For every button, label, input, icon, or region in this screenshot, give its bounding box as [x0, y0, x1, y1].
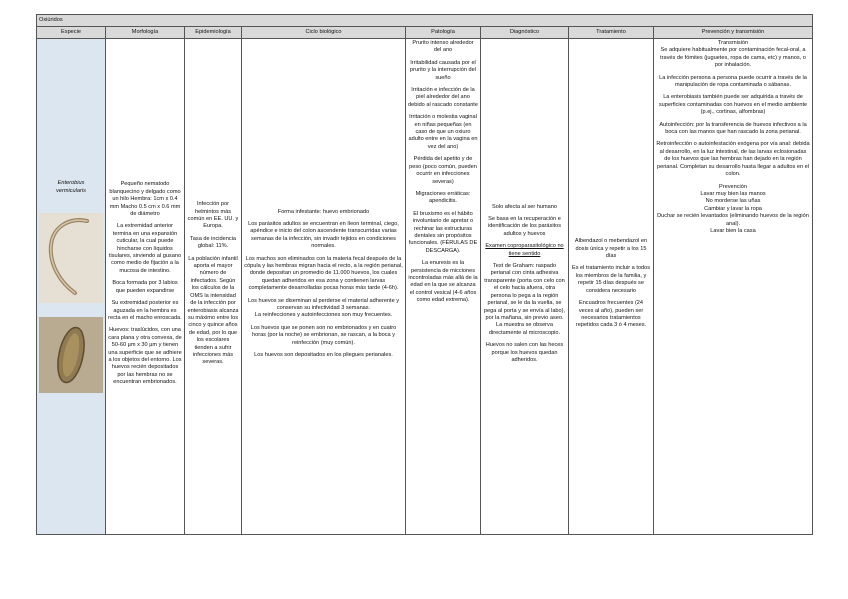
patologia-text: La enuresis es la persistencia de micciones incontroladas más allá de la edad en la que se alcanza el control vesical (4-6 años como edad extrema). [408, 260, 478, 304]
transmision-text: La enterobiasis también puede ser adquirida a través de superficies contaminadas con huevos en el medio ambiente (p.ej., cortinas, alfombras) [658, 94, 808, 116]
header-diagnostico: Diagnóstico [481, 27, 569, 39]
header-ciclo: Ciclo biológico [242, 27, 406, 39]
ciclo-text: Los huevos que se ponen son no embrionados y en cuatro horas (por la noche) se embrionan, se rascan, a la boca y reinfección (muy común). [250, 324, 397, 346]
morfologia-text: Huevos: traslúcidos, con una cara plana y otra convexa, de 50-60 µm x 30 µm y tienen una superficie que se adhiere a los objetos del entorno. Los huevos recién depositados por las hembras no se encuentran embrionados. [108, 327, 182, 386]
ciclo-text: Los machos son eliminados con la materia fecal después de la cópula y las hembras migran hacia el recto, a la región perianal, donde depositan un promedio de 11.000 huevos, los cuales quedan adheridos en esa zona y contienen larvas completamente desarrolladas pocas horas más tarde (4-6h). [244, 255, 403, 292]
patologia-text: Prurito intenso alrededor del ano [412, 40, 474, 54]
diagnostico-text: Examen coproparasitológico no tiene sentido [485, 243, 564, 257]
enterobius-row [37, 39, 813, 535]
tratamiento-text: Albendazol o mebendazol en dosis única y repetir a los 15 días [574, 238, 648, 260]
species-cell [37, 39, 106, 535]
prevencion-item: No morderse las uñas [705, 198, 761, 205]
header-prevencion: Prevención y transmisión [654, 27, 813, 39]
species-name [39, 180, 103, 195]
transmision-text: La infección persona a persona puede ocurrir a través de la manipulación de ropa contaminada o sábanas. [659, 74, 807, 89]
morfologia-text: Su extremidad posterior es aguzada en la hembra es recta en el macho enroscada. [108, 300, 182, 321]
patologia-text: Pérdida del apetito y de peso (poco común, pueden ocurrir en infecciones severas) [409, 156, 477, 185]
morfologia-text: Boca formada por 3 labios que pueden expandirse [112, 280, 178, 294]
egg-micrograph-image [39, 317, 103, 393]
tratamiento-text: Encuadros frecuentes (24 veces al año), pueden ser necesarios tratamientos repetidos cada 3 ó 4 meses. [575, 300, 647, 329]
species-epithet: vermicularis [56, 187, 86, 194]
patologia-cell [406, 39, 481, 535]
ciclo-text: La reinfecciones y autoinfecciones son muy frecuentes. [254, 312, 393, 319]
epidemiologia-text: Infección por helmintos más común en EE. UU. y Europa. [187, 201, 239, 230]
table-title: Oxiúridos [37, 15, 813, 27]
title-row [37, 15, 813, 27]
transmision-text: Se adquiere habitualmente por contaminación fecal-oral, a través de fómites (juguetes, ropa de cama, etc) y manos, o por inhalación. [660, 47, 806, 69]
prevencion-title: Prevención [719, 183, 747, 190]
transmision-text: Retroinfección o autoinfestación exógena por vía anal: debida al desarrollo, en la luz intestinal, de las larvas eclosionadas de los huevos que las hembras han dejado en la región perianal. Completan su desarrollo hasta llegar a adultos en el colon. [656, 141, 810, 178]
patologia-text: El bruxismo es el hábito involuntario de apretar o rechinar las estructuras dentales sin propósitos funcionales. (FÉRULAS DE DESCARGA). [408, 210, 478, 254]
prevencion-cell [654, 39, 813, 535]
diagnostico-text: Se basa en la recuperación e identificación de los parásitos adultos y huevos [487, 216, 562, 237]
patologia-text: Irritación e infección de la piel alrededor del ano debido al rascado constante [408, 87, 478, 108]
adult-worm-image [39, 213, 103, 303]
transmision-title: Transmisión [717, 40, 749, 46]
tratamiento-text: Es el tratamiento incluir a todos los miembros de la familia, y repetir 15 días después se considera necesario [571, 265, 651, 294]
prevencion-item: Duchar se recién levantados (eliminando huevos de la región anal). [657, 213, 809, 227]
oxiuridos-table [36, 14, 813, 535]
header-tratamiento: Tratamiento [569, 27, 654, 39]
diagnostico-cell [481, 39, 569, 535]
ciclo-text: Los huevos son depositados en los pliegues perianales. [254, 352, 393, 359]
prevencion-item: Lavar bien la casa [710, 227, 756, 234]
patologia-text: Irritación o molestia vaginal en niñas pequeñas (en caso de que un oxiuro adulto entre en la vagina en vez del ano) [408, 114, 478, 150]
epidemiologia-text: La población infantil aporta el mayor número de infectados. Según los cálculos de la OMS la intensidad de la infección por enterobiasis alcanza su máximo entre los cinco y quince años de edad, por lo que los escolares tienden a sufrir infecciones más severas. [187, 255, 239, 366]
prevencion-item: Lavar muy bien las manos [700, 190, 766, 197]
epidemiologia-cell [185, 39, 242, 535]
morfologia-text: Pequeño nematodo blanquecino y delgado como un hilo Hembra: 1cm x 0.4 mm Macho 0.5 cm x 0.6 mm de diámetro [109, 181, 181, 218]
morfologia-text: La extremidad anterior termina en una expansión cuticular, la cual puede hincharse con líquidos tisulares, sirviendo al gusano como medio de fijación a la mucosa de intestino. [108, 223, 182, 274]
transmision-text: Autoinfección: por la transferencia de huevos infectivos a la boca con las manos que han rascado la zona perianal. [659, 121, 807, 136]
diagnostico-text: Huevos no salen con las heces porque los huevos quedan adheridos. [485, 342, 564, 363]
ciclo-text: Los huevos se diseminan al perderse el material adherente y conservan su infectividad 3 semanas. [247, 297, 400, 312]
species-genus: Enterobius [57, 180, 85, 187]
header-patologia: Patología [406, 27, 481, 39]
tratamiento-cell [569, 39, 654, 535]
patologia-text: Migraciones erráticas: apendicitis. [415, 190, 471, 205]
header-especie: Especie [37, 27, 106, 39]
epidemiologia-text: Tasa de incidencia global: 11%. [189, 235, 237, 250]
ciclo-cell [242, 39, 406, 535]
patologia-text: Irritabilidad causada por el prurito y la interrupción del sueño [410, 59, 476, 81]
ciclo-text: Los parásitos adultos se encuentran en íleon terminal, ciego, apéndice e inicio del colon ascendente transcurridas varias semanas de la infección, sin invadir tejidos en condiciones normales. [248, 220, 399, 250]
header-row [37, 27, 813, 39]
oxiuridos-sheet [36, 14, 812, 535]
header-morfologia: Morfología [106, 27, 185, 39]
ciclo-text: Forma infestante: huevo embrionado [277, 208, 370, 215]
header-epidemiologia: Epidemiología [185, 27, 242, 39]
diagnostico-text: Test de Graham: raspado perianal con cinta adhesiva transparente (porta con celo con el celo hacia afuera, otra persona lo pega a la región perianal, se le da la vuelta, se pega al porta y se envía al labo), por la mañana, sin previo aseo. La muestra se observa directamente al microscopio. [483, 263, 566, 336]
prevencion-item: Cambiar y lavar la ropa [704, 205, 762, 212]
diagnostico-text: Solo afecta al ser humano [492, 203, 557, 210]
morfologia-cell [106, 39, 185, 535]
